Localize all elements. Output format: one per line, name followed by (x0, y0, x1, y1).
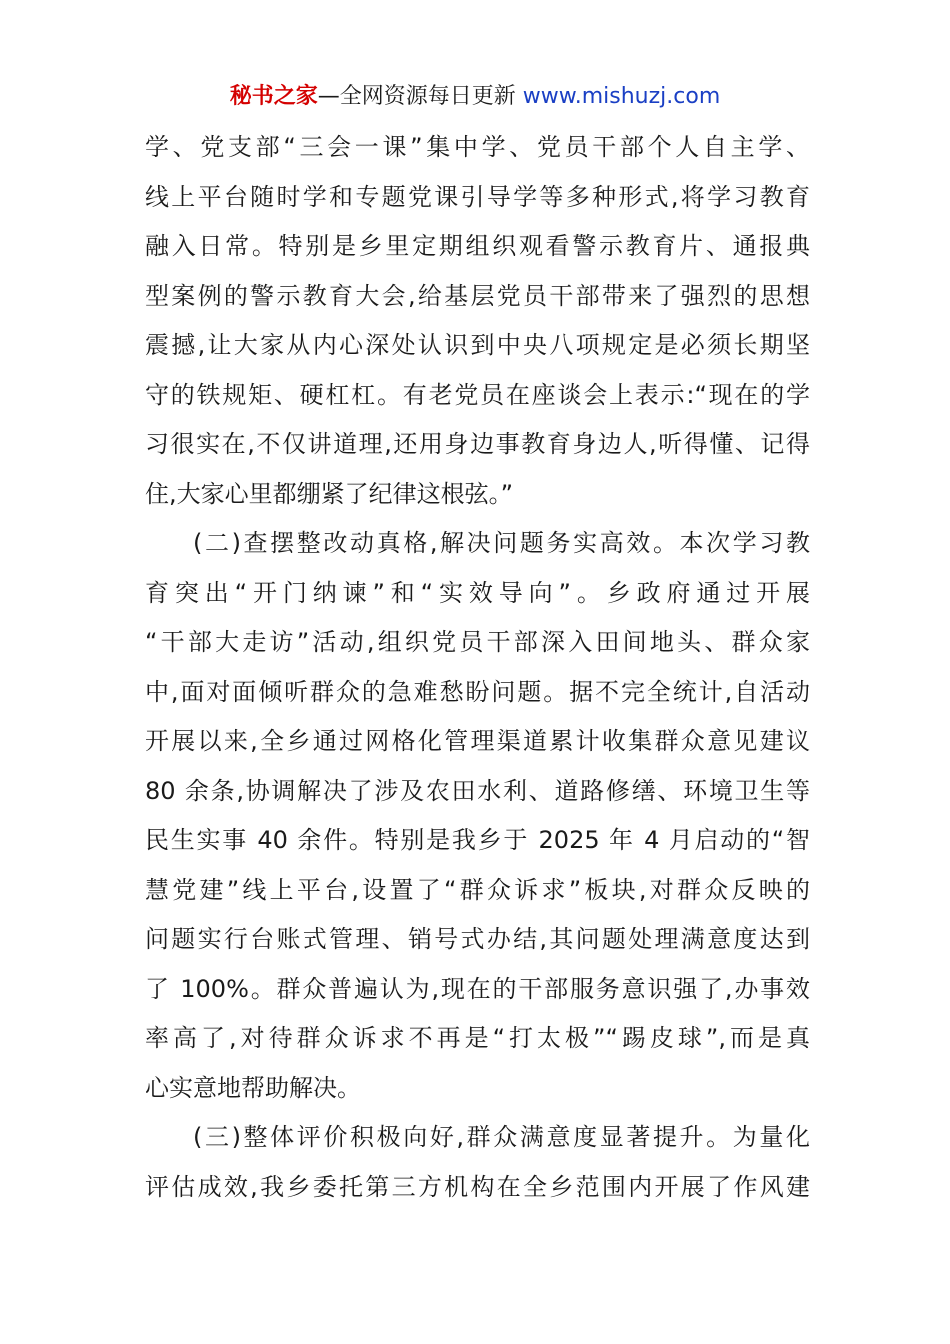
header-tagline: —全网资源每日更新 (317, 84, 516, 109)
text-line: 住,大家心里都绷紧了纪律这根弦。” (145, 479, 514, 508)
text-line: 线上平台随时学和专题党课引导学等多种形式,将学习教育 (145, 182, 810, 211)
brand-name: 秘书之家 (229, 84, 318, 109)
text-line: 守的铁规矩、硬杠杠。有老党员在座谈会上表示:“现在的学 (145, 380, 810, 409)
paragraph-1 (145, 123, 810, 519)
text-line: 慧党建”线上平台,设置了“群众诉求”板块,对群众反映的 (145, 875, 810, 904)
text-line: 80 余条,协调解决了涉及农田水利、道路修缮、环境卫生等 (145, 776, 810, 805)
text-line: 习很实在,不仅讲道理,还用身边事教育身边人,听得懂、记得 (145, 430, 810, 458)
text-line: 民生实事 40 余件。特别是我乡于 2025 年 4 月启动的“智 (145, 826, 810, 854)
text-line: “干部大走访”活动,组织党员干部深入田间地头、群众家 (145, 628, 810, 656)
text-line: 心实意地帮助解决。 (145, 1073, 361, 1102)
text-line: 问题实行台账式管理、销号式办结,其问题处理满意度达到 (145, 925, 810, 953)
page-header (0, 82, 950, 112)
text-line: (二)查摆整改动真格,解决问题务实高效。本次学习教 (193, 529, 810, 557)
text-line: 了 100%。群众普遍认为,现在的干部服务意识强了,办事效 (145, 974, 810, 1003)
paragraph-2 (145, 519, 810, 1113)
text-line: 学、党支部“三会一课”集中学、党员干部个人自主学、 (145, 133, 810, 161)
paragraph-3 (145, 1113, 810, 1212)
text-line: 融入日常。特别是乡里定期组织观看警示教育片、通报典 (145, 232, 810, 260)
site-url-link[interactable]: www.mishuzj.com (522, 84, 721, 109)
text-line: 开展以来,全乡通过网格化管理渠道累计收集群众意见建议 (145, 727, 810, 755)
document-body (145, 123, 810, 1212)
text-line: 型案例的警示教育大会,给基层党员干部带来了强烈的思想 (145, 281, 810, 310)
text-line: 率高了,对待群众诉求不再是“打太极”“踢皮球”,而是真 (145, 1024, 810, 1052)
text-line: 育突出“开门纳谏”和“实效导向”。乡政府通过开展 (145, 578, 810, 607)
text-line: 中,面对面倾听群众的急难愁盼问题。据不完全统计,自活动 (145, 677, 810, 706)
text-line: (三)整体评价积极向好,群众满意度显著提升。为量化 (193, 1123, 810, 1151)
text-line: 评估成效,我乡委托第三方机构在全乡范围内开展了作风建 (145, 1172, 810, 1201)
text-line: 震撼,让大家从内心深处认识到中央八项规定是必须长期坚 (145, 331, 810, 359)
